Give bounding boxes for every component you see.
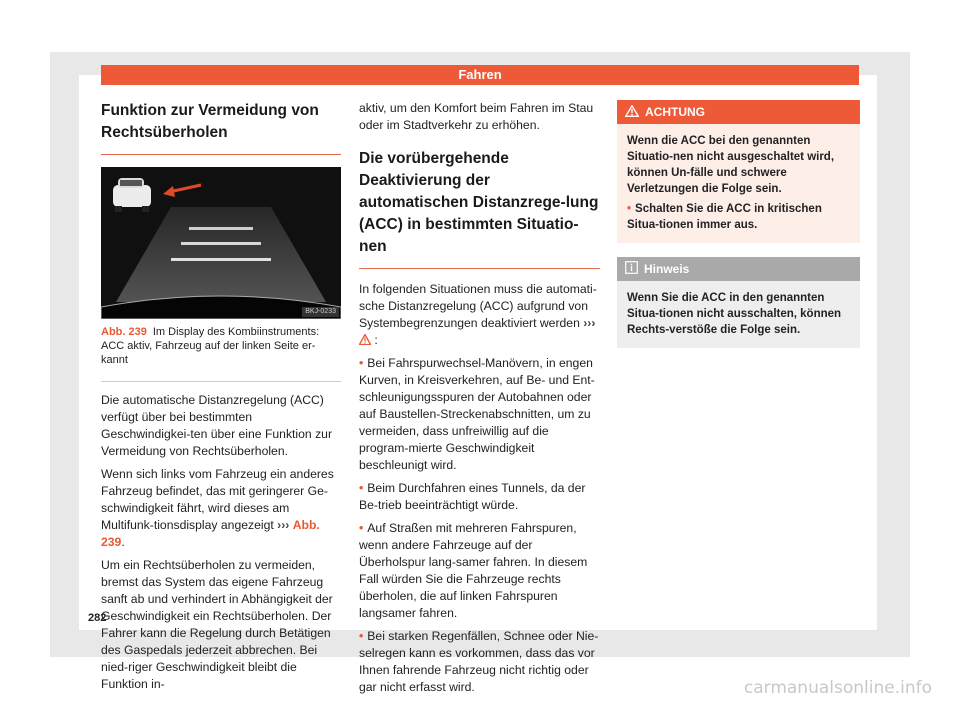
warning-triangle-icon[interactable] — [359, 333, 374, 347]
list-item — [359, 355, 600, 474]
column-right — [617, 100, 860, 348]
bullet: • — [359, 481, 364, 495]
list-item-text: Bei Fahrspurwechsel-Manövern, in engen Kurven, in Kreisverkehren, auf Be- und Ent-schleunigungsspuren der Autobahnen oder auf Baustellen-Streckenabschnitten, um zu vermeiden, dass unfreiwillig auf die program-mierte Geschwindigkeit beschleunigt wird. — [359, 356, 595, 472]
info-icon — [625, 258, 638, 282]
hint-text: Wenn Sie die ACC in den genannten Situa-tionen nicht ausschalten, können Rechts-verstöße die Folge sein. — [627, 292, 842, 336]
bullet: • — [359, 356, 364, 370]
hint-title: Hinweis — [644, 262, 690, 276]
paragraph-text: Wenn sich links vom Fahrzeug ein anderes Fahrzeug befindet, das mit geringerer Ge-schwindigkeit fährt, wird dieses am Multifunk-tionsdisplay angezeigt — [101, 467, 334, 532]
caption-divider — [101, 381, 341, 382]
reference-arrows: ››› — [583, 316, 596, 330]
dashboard-illustration — [101, 167, 341, 319]
figure-caption — [101, 325, 341, 367]
paragraph: Um ein Rechtsüberholen zu vermeiden, bremst das System das eigene Fahrzeug sanft ab und verhindert in Abhängigkeit der Geschwindigkeit ein Rechtsüberholen. Der Fahrer kann die Regelung durch Betätigen des Gaspedals jederzeit abbrechen. Bei nied-riger Geschwindigkeit bleibt die Funktion in- — [101, 558, 333, 691]
warning-text: Wenn die ACC bei den genannten Situatio-nen nicht ausgeschaltet wird, können Un-fälle und schwere Verletzungen die Folge sein. — [627, 135, 835, 195]
column-middle — [359, 100, 600, 702]
paragraph-end: : — [374, 333, 378, 347]
figure-link[interactable]: Abb. 239 — [101, 518, 320, 549]
bullet: • — [359, 521, 364, 535]
warning-title: ACHTUNG — [645, 105, 705, 119]
reference-arrows: ››› — [277, 518, 290, 532]
bullet: • — [627, 203, 632, 215]
paragraph — [359, 281, 600, 349]
paragraph: Die automatische Distanzregelung (ACC) verfügt über bei bestimmten Geschwindigkei-ten über eine Funktion zur Vermeidung von Rechtsüberholen. — [101, 393, 333, 458]
figure-dashboard-display — [101, 167, 341, 319]
warning-box — [617, 100, 860, 243]
watermark: carmanualsonline.info — [743, 678, 932, 698]
section-title: Funktion zur Vermeidung von Rechtsüberholen — [101, 102, 319, 141]
column-left — [101, 100, 341, 699]
title-divider — [101, 154, 341, 155]
warning-body — [617, 124, 860, 243]
caption-text: Im Display des Kombiinstruments: ACC aktiv, Fahrzeug auf der linken Seite er-kannt — [101, 326, 320, 366]
list-item-text: Bei starken Regenfällen, Schnee oder Nie-selregen kann es vorkommen, dass das vor Ihnen fahrende Fahrzeug nicht richtig oder gar nicht erfasst wird. — [359, 629, 599, 694]
hint-header — [617, 257, 860, 281]
list-item — [359, 628, 600, 696]
paragraph-continued: aktiv, um den Komfort beim Fahren im Stau oder im Stadtverkehr zu erhöhen. — [359, 101, 594, 132]
list-item — [359, 520, 600, 622]
hint-box — [617, 257, 860, 348]
paragraph — [101, 466, 341, 551]
paragraph-end: . — [121, 535, 125, 549]
page-number: 282 — [88, 612, 107, 624]
list-item-text: Beim Durchfahren eines Tunnels, da der Be-trieb beeinträchtigt würde. — [359, 481, 586, 512]
title-divider — [359, 268, 600, 269]
warning-triangle-icon — [625, 101, 639, 125]
warning-bullet-text: Schalten Sie die ACC in kritischen Situa-tionen immer aus. — [627, 203, 822, 231]
section-header: Fahren — [101, 65, 859, 85]
list-item — [359, 480, 600, 514]
list-item-text: Auf Straßen mit mehreren Fahrspuren, wenn andere Fahrzeuge auf der Überholspur lang-samer fahren. In diesem Fall würden Sie die Fahrzeuge rechts überholen, die auf linken Fahrspuren langsamer fahren. — [359, 521, 588, 620]
bullet: • — [359, 629, 364, 643]
figure-code: BKJ-0233 — [302, 307, 339, 317]
paragraph-text: In folgenden Situationen muss die automati-sche Distanzregelung (ACC) aufgrund von Systembegrenzungen deaktiviert werden — [359, 282, 597, 330]
caption-label: Abb. 239 — [101, 326, 147, 338]
section-title: Die vorübergehende Deaktivierung der automatischen Distanzrege-lung (ACC) in bestimmten Situatio-nen — [359, 150, 599, 255]
warning-bullet — [627, 201, 850, 233]
warning-header — [617, 100, 860, 124]
